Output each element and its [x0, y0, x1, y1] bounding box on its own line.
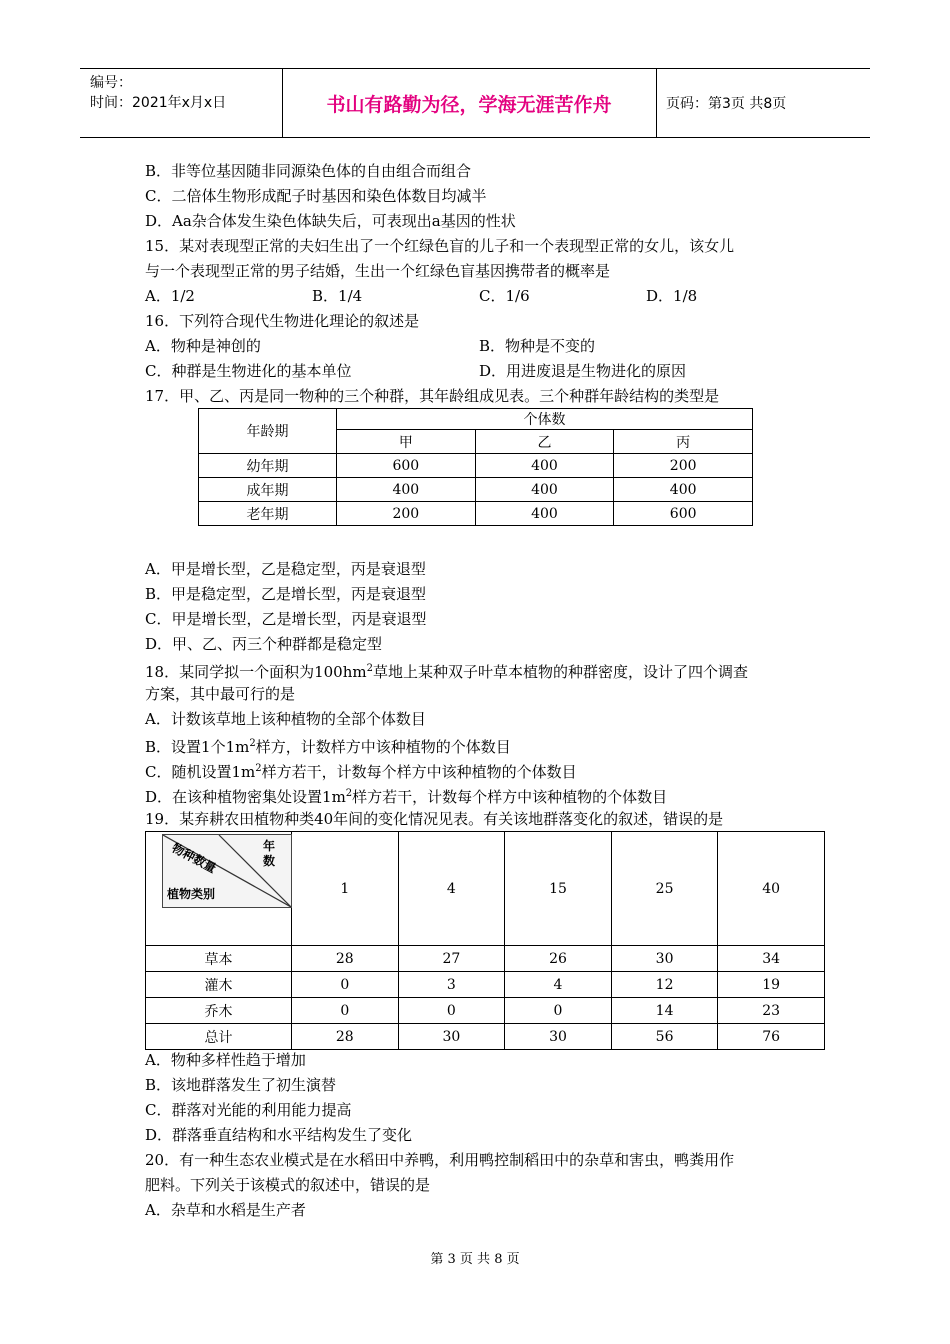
q18-option-text: C．随机设置1m — [145, 763, 256, 781]
q18-option-a: A．计数该草地上该种植物的全部个体数目 — [145, 710, 426, 728]
cell: 4 — [505, 972, 612, 998]
table-row — [199, 478, 753, 502]
q15-option-a: A．1/2 — [145, 287, 195, 305]
corner-cell — [146, 832, 292, 946]
q17-option-c: C．甲是增长型，乙是增长型，丙是衰退型 — [145, 610, 427, 628]
cell: 76 — [718, 1024, 825, 1050]
cell: 0 — [398, 998, 505, 1024]
table-row — [199, 502, 753, 526]
page-footer: 第 3 页 共 8 页 — [430, 1252, 520, 1267]
q20-option-a: A．杂草和水稻是生产者 — [145, 1201, 306, 1219]
cell: 0 — [505, 998, 612, 1024]
age-structure-table — [198, 408, 753, 526]
cell: 19 — [718, 972, 825, 998]
q17-option-a: A．甲是增长型，乙是稳定型，丙是衰退型 — [145, 560, 426, 578]
q19-stem: 19．某弃耕农田植物种类40年间的变化情况见表。有关该地群落变化的叙述，错误的是 — [145, 810, 724, 828]
cell: 200 — [337, 502, 476, 526]
row-label: 灌木 — [146, 972, 292, 998]
cell: 0 — [292, 972, 399, 998]
corner-year-label: 年数 — [262, 839, 275, 868]
q14-option-c: C．二倍体生物形成配子时基因和染色体数目均减半 — [145, 187, 487, 205]
q15-option-b: B．1/4 — [312, 287, 363, 305]
cell: 28 — [292, 946, 399, 972]
q16-option-a: A．物种是神创的 — [145, 337, 261, 355]
group-jia: 甲 — [337, 430, 476, 454]
header-motto: 书山有路勤为径，学海无涯苦作舟 — [326, 93, 612, 116]
corner-diagonal-header — [162, 834, 292, 908]
cell: 26 — [505, 946, 612, 972]
q15-option-c: C．1/6 — [479, 287, 530, 305]
q20-stem: 20．有一种生态农业模式是在水稻田中养鸭，利用鸭控制稻田中的杂草和害虫，鸭粪用作 — [145, 1151, 735, 1169]
q18-superscript: 2 — [345, 788, 353, 799]
header-divider — [656, 69, 657, 137]
q15-stem-cont: 与一个表现型正常的男子结婚，生出一个红绿色盲基因携带者的概率是 — [145, 262, 611, 280]
cell: 56 — [611, 1024, 718, 1050]
q17-option-b: B．甲是稳定型，乙是增长型，丙是衰退型 — [145, 585, 427, 603]
q18-stem-cont: 方案，其中最可行的是 — [145, 685, 296, 703]
q18-stem-part: 草地上某种双子叶草本植物的种群密度，设计了四个调查 — [372, 663, 748, 681]
q18-option-c — [145, 759, 577, 782]
table-row — [146, 1024, 825, 1050]
header-left — [90, 73, 226, 113]
cell: 0 — [292, 998, 399, 1024]
q16-option-b: B．物种是不变的 — [479, 337, 596, 355]
cell: 200 — [614, 454, 753, 478]
page-header — [80, 68, 870, 138]
row-label: 草本 — [146, 946, 292, 972]
cell: 400 — [475, 478, 614, 502]
q16-option-d: D．用进废退是生物进化的原因 — [479, 362, 687, 380]
q19-option-d: D．群落垂直结构和水平结构发生了变化 — [145, 1126, 413, 1144]
q18-option-text: 样方若干，计数每个样方中该种植物的个体数目 — [352, 788, 668, 806]
year-header: 40 — [718, 832, 825, 946]
q15-option-d: D．1/8 — [646, 287, 698, 305]
row-label: 幼年期 — [199, 454, 337, 478]
q18-superscript: 2 — [255, 763, 262, 774]
age-header: 年龄期 — [199, 409, 337, 454]
table-row — [146, 946, 825, 972]
q20-stem-cont: 肥料。下列关于该模式的叙述中，错误的是 — [145, 1176, 431, 1194]
cell: 400 — [475, 454, 614, 478]
group-yi: 乙 — [475, 430, 614, 454]
q19-option-c: C．群落对光能的利用能力提高 — [145, 1101, 352, 1119]
cell: 14 — [611, 998, 718, 1024]
q14-option-b: B．非等位基因随非同源染色体的自由组合而组合 — [145, 162, 472, 180]
q16-option-c: C．种群是生物进化的基本单位 — [145, 362, 352, 380]
group-bing: 丙 — [614, 430, 753, 454]
table-row — [146, 998, 825, 1024]
q18-option-text: 样方，计数样方中该种植物的个体数目 — [255, 738, 511, 756]
q18-stem — [145, 659, 748, 682]
q18-option-text: B．设置1个1m — [145, 738, 250, 756]
number-label: 编号： — [90, 75, 132, 91]
table-row — [146, 972, 825, 998]
q18-option-text: D．在该种植物密集处设置1m — [145, 788, 346, 806]
q14-option-d: D．Aa杂合体发生染色体缺失后，可表现出a基因的性状 — [145, 212, 516, 230]
q16-stem: 16．下列符合现代生物进化理论的叙述是 — [145, 312, 420, 330]
page-number-label: 页码：第3页 共8页 — [666, 96, 787, 112]
row-label: 成年期 — [199, 478, 337, 502]
cell: 12 — [611, 972, 718, 998]
succession-table — [145, 831, 825, 1050]
q18-stem-part: 18．某同学拟一个面积为100hm — [145, 663, 367, 681]
count-header: 个体数 — [337, 409, 753, 430]
time-label: 时间：2021年x月x日 — [90, 95, 227, 111]
q18-superscript: 2 — [366, 663, 373, 674]
cell: 23 — [718, 998, 825, 1024]
q18-option-b — [145, 734, 511, 757]
year-header: 25 — [611, 832, 718, 946]
cell: 400 — [475, 502, 614, 526]
corner-type-label: 植物类别 — [167, 887, 216, 901]
cell: 400 — [337, 478, 476, 502]
q15-stem: 15．某对表现型正常的夫妇生出了一个红绿色盲的儿子和一个表现型正常的女儿，该女儿 — [145, 237, 735, 255]
year-header: 4 — [398, 832, 505, 946]
table-row — [199, 454, 753, 478]
cell: 400 — [614, 478, 753, 502]
cell: 600 — [337, 454, 476, 478]
cell: 3 — [398, 972, 505, 998]
row-label: 老年期 — [199, 502, 337, 526]
q17-option-d: D．甲、乙、丙三个种群都是稳定型 — [145, 635, 383, 653]
cell: 30 — [398, 1024, 505, 1050]
q16-options-row2 — [145, 361, 795, 381]
q16-options-row1 — [145, 336, 795, 356]
q15-options — [145, 286, 795, 306]
cell: 30 — [611, 946, 718, 972]
q19-option-b: B．该地群落发生了初生演替 — [145, 1076, 337, 1094]
cell: 34 — [718, 946, 825, 972]
row-label: 总计 — [146, 1024, 292, 1050]
q18-option-d — [145, 784, 667, 807]
q19-option-a: A．物种多样性趋于增加 — [145, 1051, 306, 1069]
year-header: 1 — [292, 832, 399, 946]
cell: 600 — [614, 502, 753, 526]
year-header: 15 — [505, 832, 612, 946]
cell: 30 — [505, 1024, 612, 1050]
q18-superscript: 2 — [249, 738, 256, 749]
q18-option-text: 样方若干，计数每个样方中该种植物的个体数目 — [261, 763, 577, 781]
row-label: 乔木 — [146, 998, 292, 1024]
q17-stem: 17．甲、乙、丙是同一物种的三个种群，其年龄组成见表。三个种群年龄结构的类型是 — [145, 387, 720, 405]
corner-species-label: 物种数量 — [169, 840, 219, 876]
cell: 27 — [398, 946, 505, 972]
cell: 28 — [292, 1024, 399, 1050]
